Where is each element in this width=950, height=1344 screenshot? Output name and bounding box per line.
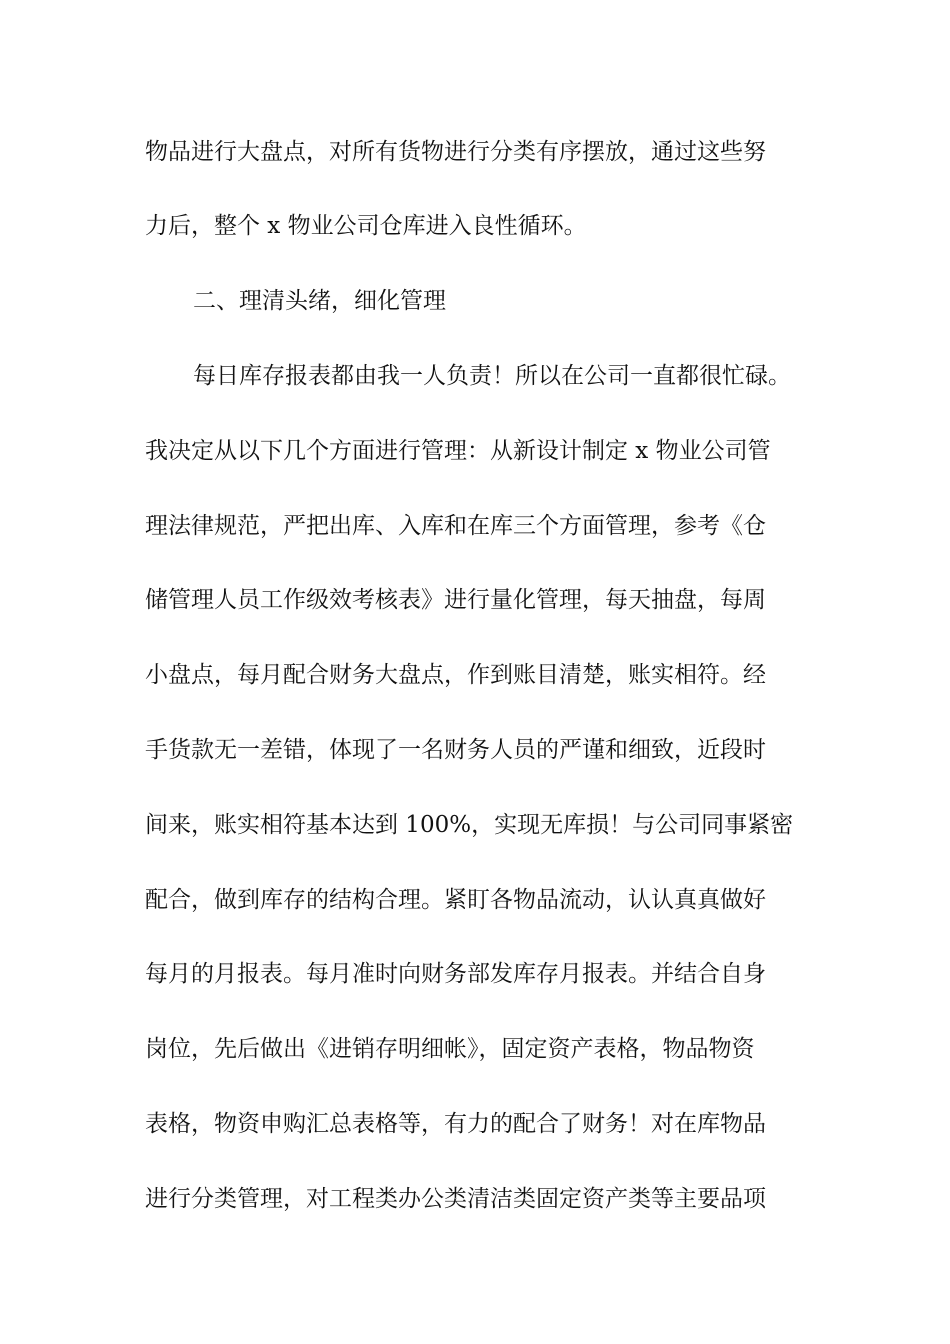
text-line: 小盘点，每月配合财务大盘点，作到账目清楚，账实相符。经 <box>145 662 766 688</box>
text-line: 配合，做到库存的结构合理。紧盯各物品流动，认认真真做好 <box>145 887 766 913</box>
text-line: 储管理人员工作级效考核表》进行量化管理，每天抽盘，每周 <box>145 587 766 613</box>
text-line: 理法律规范，严把出库、入库和在库三个方面管理，参考《仓 <box>145 513 766 539</box>
text-line: 间来，账实相符基本达到 100%，实现无库损！与公司同事紧密 <box>145 812 794 838</box>
text-line: 进行分类管理，对工程类办公类清洁类固定资产类等主要品项 <box>145 1186 766 1212</box>
text-line: 我决定从以下几个方面进行管理：从新设计制定 x 物业公司管 <box>145 438 771 464</box>
paragraph-first-line: 每日库存报表都由我一人负责！所以在公司一直都很忙碌。 <box>193 363 791 389</box>
text-line: 每月的月报表。每月准时向财务部发库存月报表。并结合自身 <box>145 961 766 987</box>
text-line: 手货款无一差错，体现了一名财务人员的严谨和细致，近段时 <box>145 737 766 763</box>
text-line: 岗位，先后做出《进销存明细帐》，固定资产表格，物品物资 <box>145 1036 755 1062</box>
section-heading: 二、理清头绪，细化管理 <box>193 288 446 314</box>
text-line: 物品进行大盘点，对所有货物进行分类有序摆放，通过这些努 <box>145 139 766 165</box>
text-line: 力后，整个 x 物业公司仓库进入良性循环。 <box>145 213 587 239</box>
text-line: 表格，物资申购汇总表格等，有力的配合了财务！对在库物品 <box>145 1111 766 1137</box>
